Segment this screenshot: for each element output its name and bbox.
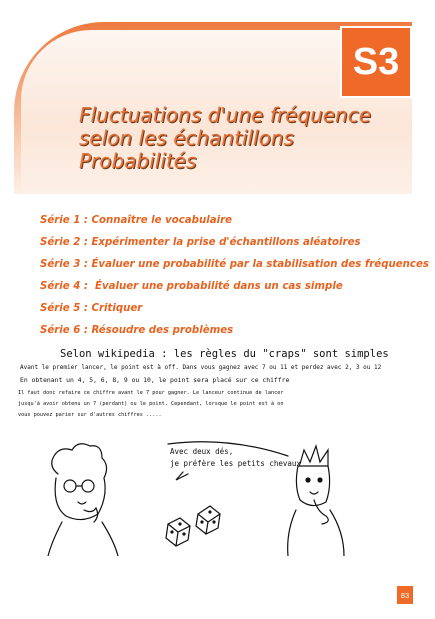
series-item-3: Série 3 : Évaluer une probabilité par la stabilisation des fréquences <box>40 259 429 270</box>
series-list <box>40 215 429 347</box>
series-item-5: Série 5 : Critiquer <box>40 303 143 314</box>
speech-bubble-tail <box>176 472 188 480</box>
comic-drawing <box>18 346 413 556</box>
chapter-title <box>79 104 399 173</box>
comic-rule-line-1: Avant le premier lancer, le point est à off. Dans vous gagnez avec 7 ou 11 et perdez avec 2, 3 ou 12 <box>20 364 382 371</box>
series-item-1: Série 1 : Connaître le vocabulaire <box>40 215 233 226</box>
speech-bubble-line-2: je préfère les petits chevaux <box>170 459 301 468</box>
comic-rule-line-4: jusqu'à avoir obtenu un 7 (perdant) ou le point. Cependant, lorsque le point est à on <box>18 401 284 407</box>
die-2 <box>196 506 220 534</box>
comic-heading: Selon wikipedia : les règles du "craps" sont simples <box>60 348 389 360</box>
comic-rule-line-2: En obtenant un 4, 5, 6, 8, 9 ou 10, le point sera placé sur ce chiffre <box>20 376 290 384</box>
series-item-6: Série 6 : Résoudre des problèmes <box>40 325 234 336</box>
die-1 <box>166 518 190 546</box>
chapter-badge-label: S3 <box>352 40 400 83</box>
comic-rule-line-3: Il faut donc refaire ce chiffre avant le 7 pour gagner. Le lanceur continue de lancer <box>18 390 284 396</box>
speech-bubble-curve <box>168 442 288 456</box>
left-character <box>48 444 118 556</box>
series-item-2: Série 2 : Expérimenter la prise d'échantillons aléatoires <box>40 237 361 248</box>
title-line-1: Fluctuations d'une fréquence <box>79 103 372 127</box>
title-line-3: Probabilités <box>79 149 197 173</box>
title-line-2: selon les échantillons <box>79 126 294 150</box>
comic-rule-line-5: vous pouvez parier sur d'autres chiffres ..... <box>18 412 162 418</box>
page-number: 83 <box>397 586 413 604</box>
right-character <box>288 446 344 556</box>
series-item-4: Série 4 : Évaluer une probabilité dans un cas simple <box>40 281 343 292</box>
chapter-badge <box>340 26 412 98</box>
comic-illustration <box>18 346 413 556</box>
speech-bubble-line-1: Avec deux dés, <box>170 447 234 456</box>
